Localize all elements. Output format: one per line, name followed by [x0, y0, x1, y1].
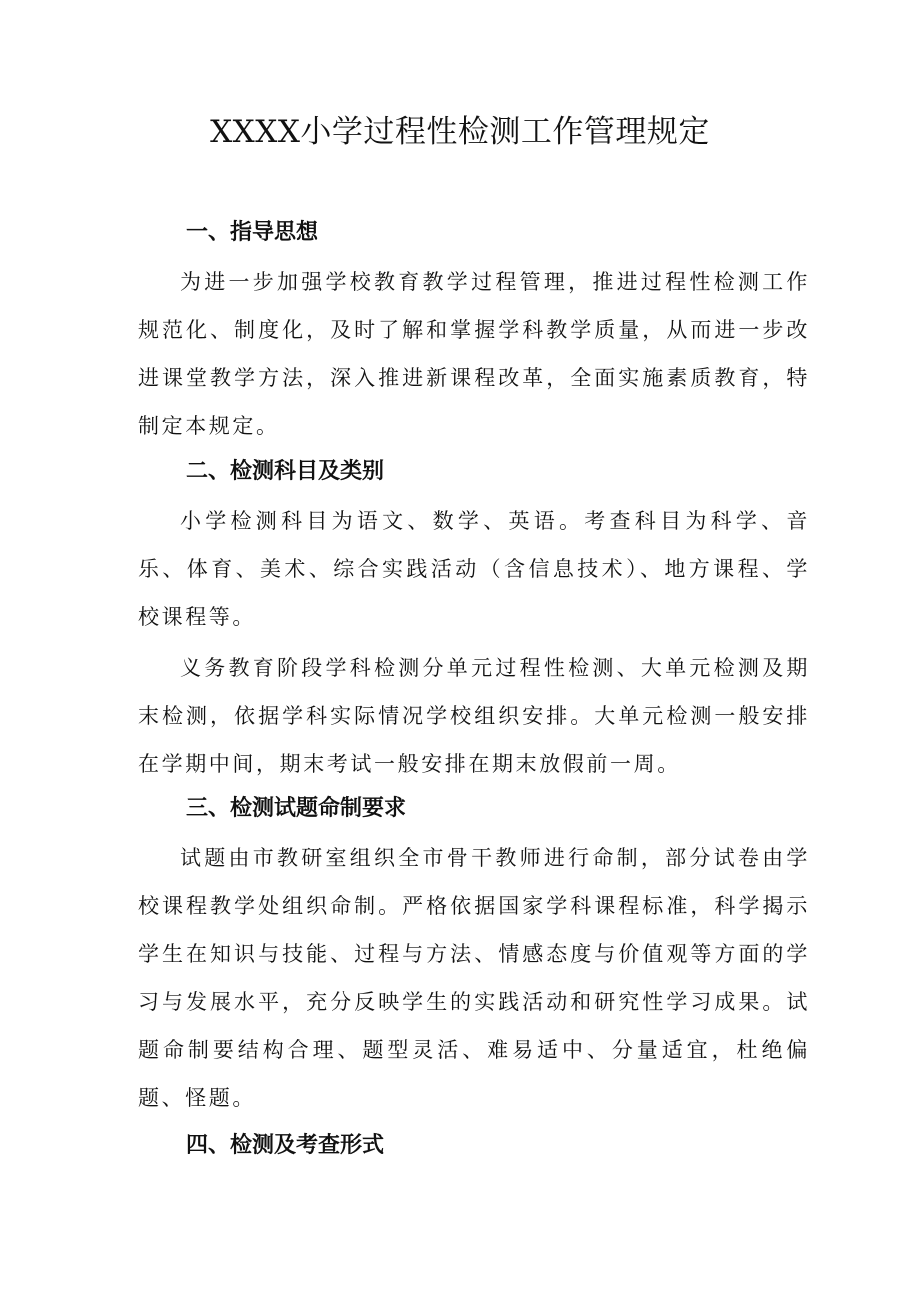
paragraph-test-types: 义务教育阶段学科检测分单元过程性检测、大单元检测及期末检测，依据学科实际情况学校组织安排。大单元检测一般安排在学期中间，期末考试一般安排在期末放假前一周。 [138, 656, 810, 776]
section-heading-subjects: 二、检测科目及类别 [186, 459, 385, 484]
page-title: XXXX小学过程性检测工作管理规定 [210, 114, 710, 150]
section-heading-question-requirements: 三、检测试题命制要求 [186, 796, 407, 821]
section-heading-test-forms: 四、检测及考查形式 [186, 1133, 385, 1158]
paragraph-subjects: 小学检测科目为语文、数学、英语。考查科目为科学、音乐、体育、美术、综合实践活动（含信息技术）、地方课程、学校课程等。 [138, 509, 810, 629]
paragraph-guiding-thought: 为进一步加强学校教育教学过程管理，推进过程性检测工作规范化、制度化，及时了解和掌握学科教学质量，从而进一步改进课堂教学方法，深入推进新课程改革，全面实施素质教育，特制定本规定。 [138, 270, 810, 438]
section-heading-guiding-thought: 一、指导思想 [186, 220, 319, 245]
paragraph-question-requirements: 试题由市教研室组织全市骨干教师进行命制，部分试卷由学校课程教学处组织命制。严格依据国家学科课程标准，科学揭示学生在知识与技能、过程与方法、情感态度与价值观等方面的学习与发展水平，充分反映学生的实践活动和研究性学习成果。试题命制要结构合理、题型灵活、难易适中、分量适宜，杜绝偏题、怪题。 [138, 846, 810, 1110]
